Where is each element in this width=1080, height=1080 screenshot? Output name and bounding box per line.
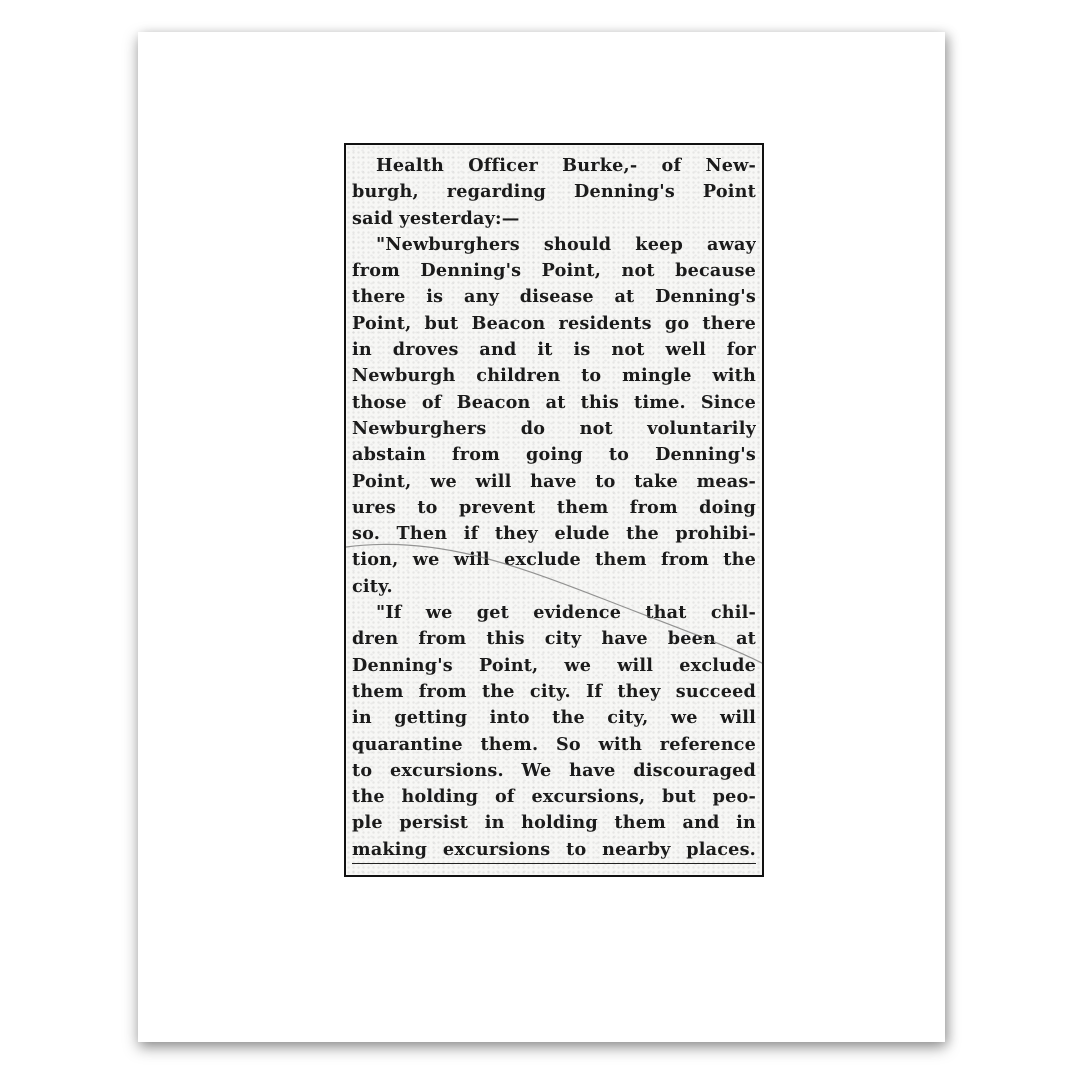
article-line: Health Officer Burke,- of New- [376,155,756,176]
article-line: abstain from going to Denning's [352,444,756,466]
article-line: quarantine them. So with reference [352,733,756,755]
article-column [352,153,756,864]
article-line: Newburgh children to mingle with [352,365,756,387]
article-line: ures to prevent them from doing [352,496,756,518]
article-line: "Newburghers should keep away [376,233,756,255]
article-line: those of Beacon at this time. Since [352,391,756,413]
article-line: ple persist in holding them and in [352,812,756,834]
article-line: "If we get evidence that chil- [376,602,756,624]
article-line: tion, we will exclude them from the [352,549,756,571]
article-line: Denning's Point, we will exclude [352,654,756,676]
article-line: in droves and it is not well for [352,339,756,361]
article-line: the holding of excursions, but peo- [352,786,756,808]
article-line: so. Then if they elude the prohibi- [352,523,756,545]
article-line: city. [352,575,393,597]
article-line: Point, but Beacon residents go there [352,312,756,334]
article-line: said yesterday:— [352,207,520,229]
article-line: to excursions. We have discouraged [352,759,756,781]
article-line: Newburghers do not voluntarily [352,417,756,439]
article-line: Point, we will have to take meas- [352,470,756,492]
article-line: there is any disease at Denning's [352,286,756,308]
article-line: from Denning's Point, not because [352,260,756,282]
article-line: them from the city. If they succeed [352,680,756,702]
article-line: dren from this city have been at [352,628,756,650]
article-line: burgh, regarding Denning's Point [352,181,756,203]
article-line: in getting into the city, we will [352,707,756,729]
newspaper-clipping [344,143,764,877]
article-line: making excursions to nearby places. [352,837,756,864]
